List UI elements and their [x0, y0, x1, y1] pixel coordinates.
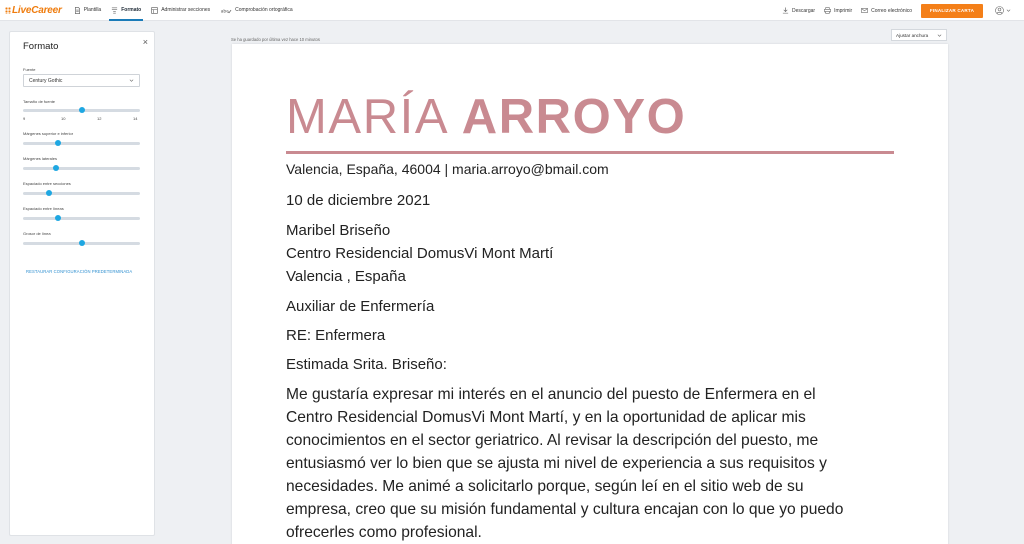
font-label: Fuente	[23, 67, 36, 72]
reset-defaults-link[interactable]: RESTAURAR CONFIGURACIÓN PREDETERMINADA	[26, 269, 133, 274]
contact-line: Valencia, España, 46004 | maria.arroyo@bmail.com	[286, 161, 609, 177]
print-label: Imprimir	[834, 7, 853, 14]
nav-comprobacion-ortografica-label: Comprobación ortográfica	[235, 7, 293, 13]
body-line: ofrecerles como profesional.	[286, 524, 482, 541]
fit-width-select[interactable]	[891, 29, 947, 41]
print-icon	[824, 7, 831, 14]
tick-label: 12	[97, 116, 102, 121]
line-spacing-slider-handle[interactable]	[55, 215, 61, 221]
email-icon	[861, 7, 868, 14]
user-icon	[995, 6, 1004, 15]
chevron-down-icon	[1006, 8, 1011, 13]
applicant-name	[286, 90, 687, 144]
section-spacing-slider[interactable]	[23, 192, 140, 195]
nav-plantilla-label: Plantilla	[83, 7, 102, 13]
letter-document[interactable]	[232, 44, 948, 544]
line-spacing-label: Espaciado entre líneas	[23, 206, 64, 211]
line-spacing-slider[interactable]	[23, 217, 140, 220]
tick-label: 10	[61, 116, 66, 121]
margins-tb-slider-handle[interactable]	[55, 140, 61, 146]
tick-label: 14	[133, 116, 138, 121]
logo-dots-icon	[5, 7, 11, 14]
body-line: necesidades. Me animé a solicitarlo porque, según leí en el sitio web de su	[286, 478, 804, 495]
section-spacing-label: Espaciado entre secciones	[23, 181, 71, 186]
body-line: Centro Residencial DomusVi Mont Martí, y en la oportunidad de aplicar mis	[286, 409, 806, 426]
font-select[interactable]	[23, 74, 140, 87]
subject-line: RE: Enfermera	[286, 327, 386, 344]
livecareer-logo[interactable]	[5, 5, 62, 16]
email-label: Correo electrónico	[871, 7, 912, 14]
finalize-letter-button[interactable]: FINALIZAR CARTA	[921, 4, 983, 18]
recipient-block	[286, 219, 553, 288]
last-name: ARROYO	[461, 90, 687, 144]
font-select-value: Century Gothic	[29, 77, 63, 84]
fit-width-value: Ajustar anchura	[896, 32, 929, 38]
line-weight-slider[interactable]	[23, 242, 140, 245]
font-size-slider[interactable]	[23, 109, 140, 112]
nav-formato-label: Formato	[121, 7, 142, 13]
line-weight-label: Grosor de línea	[23, 231, 51, 236]
letter-date: 10 de diciembre 2021	[286, 192, 431, 209]
nav-administrar-secciones[interactable]	[147, 0, 214, 21]
download-icon	[782, 7, 789, 14]
greeting: Estimada Srita. Briseño:	[286, 356, 447, 373]
line-weight-slider-handle[interactable]	[79, 240, 85, 246]
svg-text:abc: abc	[220, 8, 229, 14]
download-label: Descargar	[792, 7, 816, 14]
position-line: Auxiliar de Enfermería	[286, 298, 435, 315]
recipient-location: Valencia , España	[286, 268, 406, 285]
print-button[interactable]	[824, 7, 852, 14]
recipient-company: Centro Residencial DomusVi Mont Martí	[286, 245, 554, 262]
header-rule	[286, 151, 894, 154]
body-line: entusiasmó ver lo bien que se ajusta mi nivel de experiencia a sus requisitos y	[286, 455, 827, 472]
margins-tb-label: Márgenes superior e inferior	[23, 131, 74, 136]
chevron-down-icon	[937, 33, 942, 38]
font-size-slider-handle[interactable]	[79, 107, 85, 113]
document-icon	[74, 7, 81, 14]
logo-text: LiveCareer	[12, 4, 62, 16]
main-nav	[70, 0, 299, 21]
nav-administrar-secciones-label: Administrar secciones	[161, 7, 211, 13]
body-line: empresa, creo que su misión fundamental y cultura encajan con lo que yo puedo	[286, 501, 844, 518]
body-line: conocimientos en el sector geriatrico. Al revisar la descripción del puesto, me	[286, 432, 819, 449]
format-icon	[111, 7, 118, 14]
top-actions	[782, 0, 1024, 21]
first-name: MARÍA	[286, 90, 447, 144]
chevron-down-icon	[129, 78, 134, 83]
download-button[interactable]	[782, 7, 815, 14]
recipient-name: Maribel Briseño	[286, 222, 391, 239]
body-line: Me gustaría expresar mi interés en el anuncio del puesto de Enfermera en el	[286, 386, 816, 403]
margins-lr-slider-handle[interactable]	[53, 165, 59, 171]
account-menu[interactable]	[995, 6, 1011, 15]
panel-title: Formato	[23, 41, 59, 52]
margins-tb-slider[interactable]	[23, 142, 140, 145]
body-paragraph	[286, 383, 843, 544]
nav-plantilla[interactable]	[70, 0, 106, 21]
font-size-label: Tamaño de fuente	[23, 99, 56, 104]
format-panel	[9, 31, 155, 536]
save-status: Se ha guardado por última vez hace 10 minutos	[231, 37, 320, 42]
nav-formato[interactable]	[107, 0, 145, 21]
margins-lr-label: Márgenes laterales	[23, 156, 58, 161]
section-spacing-slider-handle[interactable]	[46, 190, 52, 196]
close-icon[interactable]: ×	[142, 37, 148, 47]
nav-comprobacion-ortografica[interactable]	[216, 0, 297, 21]
email-button[interactable]	[861, 7, 912, 14]
sections-icon	[151, 7, 158, 14]
margins-lr-slider[interactable]	[23, 167, 140, 170]
top-bar	[0, 0, 1024, 21]
tick-label: 9	[23, 116, 26, 121]
spellcheck-icon	[220, 7, 232, 14]
